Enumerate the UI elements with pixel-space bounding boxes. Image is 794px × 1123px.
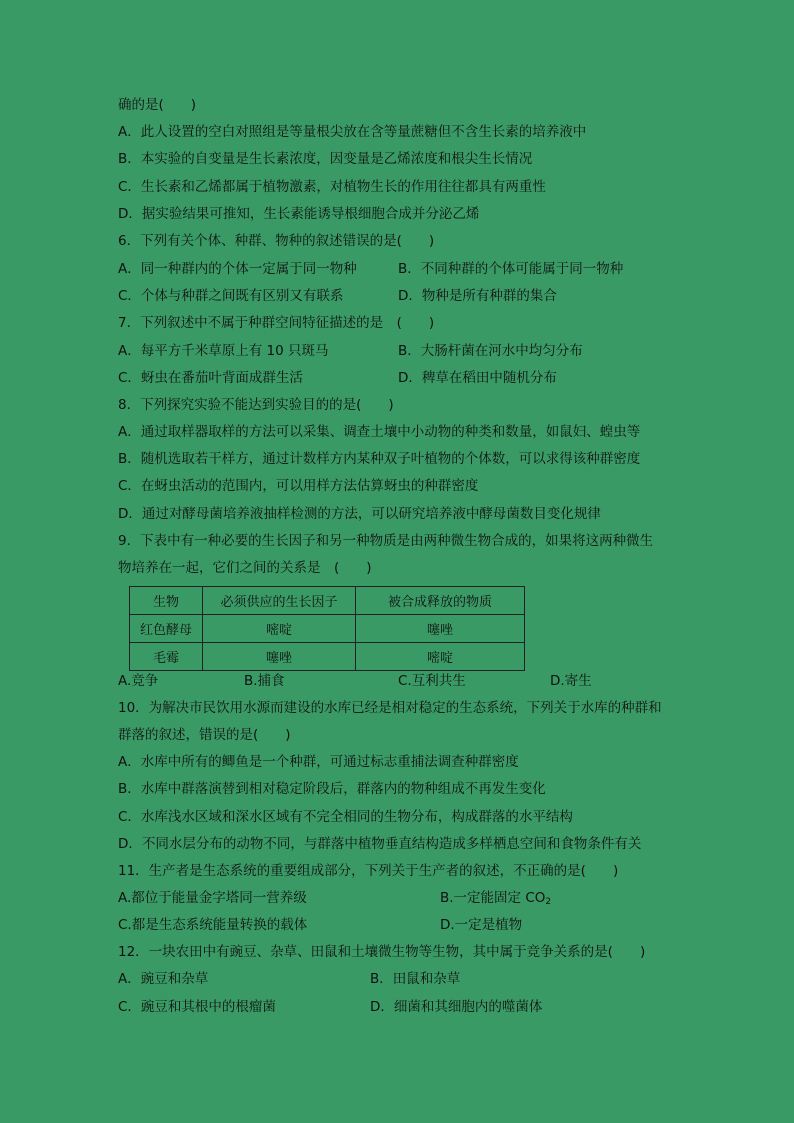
table-cell: 嘧啶 — [203, 615, 356, 643]
q6-stem: 6．下列有关个体、种群、物种的叙述错误的是( ) — [118, 233, 435, 249]
q8-option-a: A．通过取样器取样的方法可以采集、调查土壤中小动物的种类和数量，如鼠妇、蝗虫等 — [118, 424, 641, 440]
q9-option-c: C.互利共生 — [398, 673, 466, 689]
q12-row2 — [118, 998, 543, 1016]
q11-row1 — [118, 889, 552, 907]
q10-option-a: A．水库中所有的鲫鱼是一个种群，可通过标志重捕法调查种群密度 — [118, 754, 519, 770]
q11-row2 — [118, 916, 523, 934]
q6-option-a: A．同一种群内的个体一定属于同一物种 — [118, 261, 357, 277]
q10-stem-line1: 10．为解决市民饮用水源而建设的水库已经是相对稳定的生态系统，下列关于水库的种群和 — [118, 700, 662, 716]
q9-options — [118, 672, 592, 690]
q8-option-b: B．随机选取若干样方，通过计数样方内某种双子叶植物的个体数，可以求得该种群密度 — [118, 451, 641, 467]
q11-option-b: B.一定能固定 $CO_2$ — [440, 890, 552, 907]
q6-option-c: C．个体与种群之间既有区别又有联系 — [118, 288, 344, 304]
table-cell: 毛霉 — [130, 643, 203, 671]
q9-option-d: D.寄生 — [550, 673, 592, 689]
table-cell: 噻唑 — [356, 615, 525, 643]
q7-option-d: D．稗草在稻田中随机分布 — [398, 370, 557, 386]
q9-table — [129, 586, 525, 671]
q11-option-a: A.都位于能量金字塔同一营养级 — [118, 890, 307, 906]
table-header-row — [130, 587, 525, 615]
q5-option-b: B．本实验的自变量是生长素浓度，因变量是乙烯浓度和根尖生长情况 — [118, 151, 533, 167]
q12-option-d: D．细菌和其细胞内的噬菌体 — [370, 999, 543, 1015]
q12-stem: 12．一块农田中有豌豆、杂草、田鼠和土壤微生物等生物，其中属于竞争关系的是( ) — [118, 944, 646, 960]
table-row — [130, 615, 525, 643]
q8-stem: 8．下列探究实验不能达到实验目的的是( ) — [118, 397, 394, 413]
q10-option-c: C．水库浅水区域和深水区域有不完全相同的生物分布，构成群落的水平结构 — [118, 809, 573, 825]
table-header-cell: 生物 — [130, 587, 203, 615]
q10-stem-line2: 群落的叙述，错误的是( ) — [118, 727, 291, 743]
q7-option-a: A．每平方千米草原上有 10 只斑马 — [118, 343, 329, 359]
q5-stem-tail: 确的是( ) — [118, 97, 197, 113]
q9-option-b: B.捕食 — [244, 673, 285, 689]
q12-option-c: C．豌豆和其根中的根瘤菌 — [118, 999, 276, 1015]
q12-row1 — [118, 970, 461, 988]
q8-option-c: C．在蚜虫活动的范围内，可以用样方法估算蚜虫的种群密度 — [118, 478, 479, 494]
q11-option-c: C.都是生态系统能量转换的载体 — [118, 917, 308, 933]
q5-option-a: A．此人设置的空白对照组是等量根尖放在含等量蔗糖但不含生长素的培养液中 — [118, 124, 587, 140]
q12-option-b: B．田鼠和杂草 — [370, 971, 461, 987]
q10-option-d: D．不同水层分布的动物不同，与群落中植物垂直结构造成多样栖息空间和食物条件有关 — [118, 836, 642, 852]
q5-option-d: D．据实验结果可推知，生长素能诱导根细胞合成并分泌乙烯 — [118, 206, 480, 222]
q6-option-b: B．不同种群的个体可能属于同一物种 — [398, 261, 624, 277]
q12-option-a: A．豌豆和杂草 — [118, 971, 209, 987]
table-header-cell: 必须供应的生长因子 — [203, 587, 356, 615]
q7-option-b: B．大肠杆菌在河水中均匀分布 — [398, 343, 583, 359]
table-cell: 红色酵母 — [130, 615, 203, 643]
q10-option-b: B．水库中群落演替到相对稳定阶段后，群落内的物种组成不再发生变化 — [118, 781, 546, 797]
table-cell: 嘧啶 — [356, 643, 525, 671]
q9-stem-line1: 9．下表中有一种必要的生长因子和另一种物质是由两种微生物合成的，如果将这两种微生 — [118, 533, 654, 549]
q7-row1 — [118, 342, 583, 360]
q7-option-c: C．蚜虫在番茄叶背面成群生活 — [118, 370, 303, 386]
q8-option-d: D．通过对酵母菌培养液抽样检测的方法，可以研究培养液中酵母菌数目变化规律 — [118, 506, 601, 522]
q6-row1 — [118, 260, 624, 278]
q9-stem-line2: 物培养在一起，它们之间的关系是 ( ) — [118, 560, 372, 576]
q6-row2 — [118, 287, 557, 305]
table-cell: 噻唑 — [203, 643, 356, 671]
table-row — [130, 643, 525, 671]
q6-option-d: D．物种是所有种群的集合 — [398, 288, 557, 304]
table-header-cell: 被合成释放的物质 — [356, 587, 525, 615]
q9-option-a: A.竞争 — [118, 673, 159, 689]
q7-row2 — [118, 369, 557, 387]
q7-stem: 7．下列叙述中不属于种群空间特征描述的是 ( ) — [118, 315, 435, 331]
q5-option-c: C．生长素和乙烯都属于植物激素，对植物生长的作用往往都具有两重性 — [118, 179, 546, 195]
q11-option-d: D.一定是植物 — [440, 917, 523, 933]
q11-stem: 11．生产者是生态系统的重要组成部分，下列关于生产者的叙述，不正确的是( ) — [118, 863, 619, 879]
